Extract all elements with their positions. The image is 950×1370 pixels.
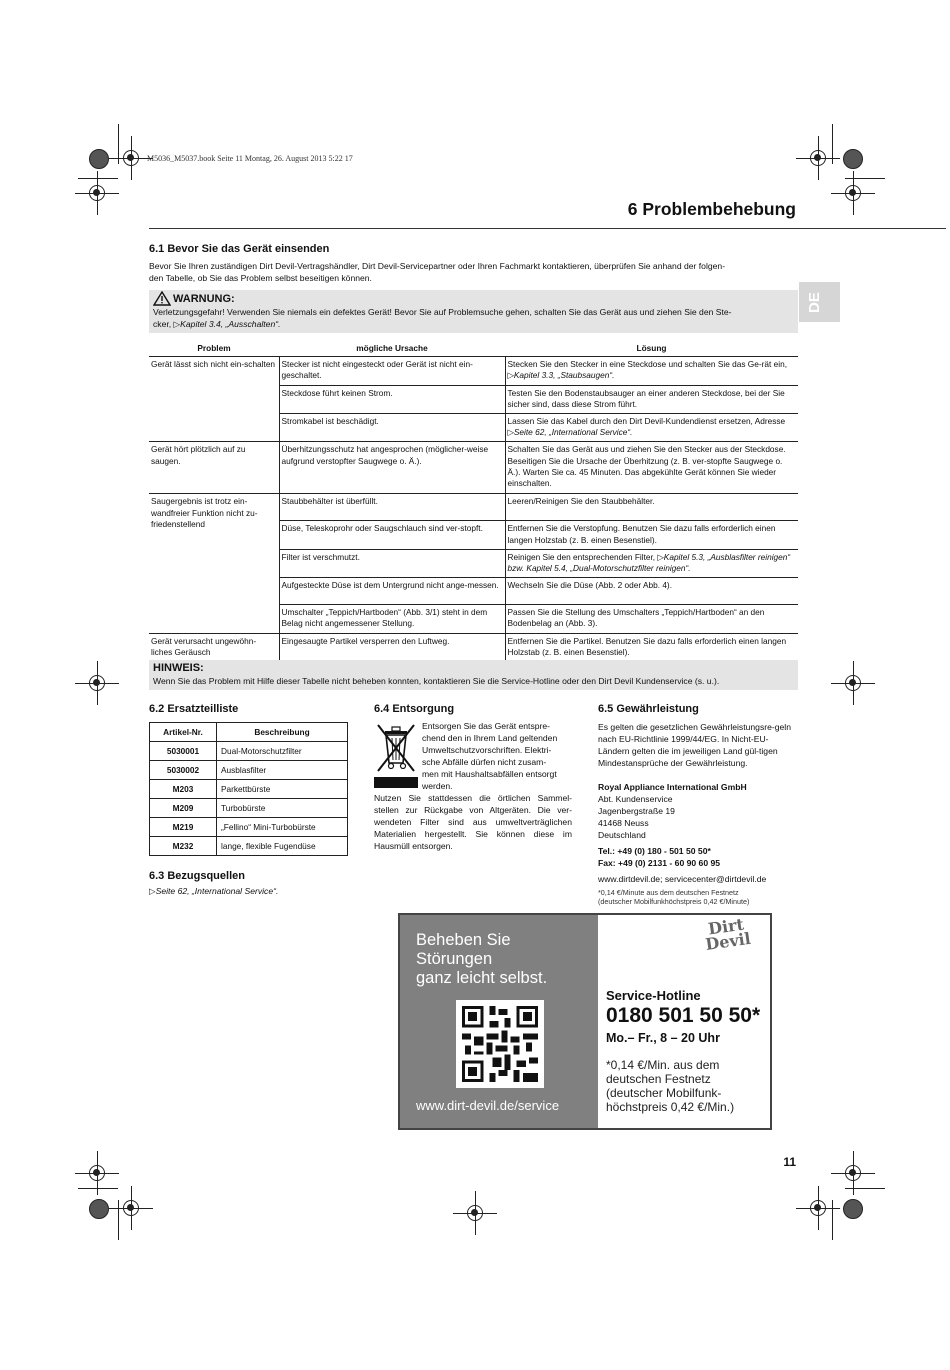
print-slug: M5036_M5037.book Seite 11 Montag, 26. August 2013 5:22 17 [147,154,353,163]
disposal-line: Umweltschutzvorschriften. Elektri- [422,745,552,755]
dirt-devil-logo: Dirt Devil [704,914,752,955]
section-heading-6-4: 6.4 Entsorgung [374,703,455,715]
warning-line: Verletzungsgefahr! Verwenden Sie niemals ein defektes Gerät! Bevor Sie auf Problemsuche gehen, schalten Sie das Gerät aus und ziehen Sie den Ste- [153,307,732,317]
solution-cell: Testen Sie den Bodenstaubsauger an einer anderen Steckdose, bei der Sie sicher sind, dass diese Strom führt. [505,385,798,413]
slogan-line: ganz leicht selbst. [416,969,548,987]
column-header: Beschreibung [217,723,348,742]
column-header: Lösung [505,341,798,357]
reference-arrow-icon: ▷ [149,886,156,896]
page-reference-link[interactable]: Seite 62, „International Service“. [513,427,633,438]
cause-cell: Aufgesteckte Düse ist dem Untergrund nicht ange-messen. [279,578,505,605]
article-number: M209 [150,799,217,818]
company-name: Royal Appliance International GmbH [598,782,747,792]
warning-text [153,306,795,330]
solution-cell: Lassen Sie das Kabel durch den Dirt Devil-Kundendienst ersetzen, Adresse ▷Seite 62, „International Service“. [505,414,798,442]
disposal-line: chend den in Ihrem Land geltenden [422,733,558,743]
chapter-reference-link[interactable]: Kapitel 3.3, „Staubsaugen“. [513,370,615,381]
article-description: Dual-Motorschutzfilter [217,742,348,761]
solution-cell: Entfernen Sie die Verstopfung. Benutzen Sie dazu falls erforderlich einen langen Holzstab (z. B. einen Besenstiel). [505,521,798,549]
solution-cell: Stecken Sie den Stecker in eine Steckdose und schalten Sie das Ge-rät ein, ▷Kapitel 3.3, „Staubsaugen“. [505,357,798,385]
registration-dot [843,149,863,169]
price-line: *0,14 €/Min. aus dem [606,1058,720,1072]
disposal-text-bottom: Nutzen Sie stattdessen die örtlichen Sammel-stellen zur Rückgabe von Altgeräten. Die ver-wendeten Filter sind aus umweltverträglichen Materialien hergestellt. Sie können diese im Hausmüll entsorgen. [374,793,572,851]
disposal-text-top [422,720,572,792]
crop-mark [845,178,885,179]
phone-number: Tel.: +49 (0) 180 - 501 50 50* [598,846,711,856]
price-footnote [598,888,798,906]
section-heading-6-5: 6.5 Gewährleistung [598,703,699,715]
disposal-line: sche Abfälle dürfen nicht zusam- [422,757,547,767]
table-row [149,357,798,385]
slogan-line: Störungen [416,950,493,968]
solution-cell: Schalten Sie das Gerät aus und ziehen Sie den Stecker aus der Steckdose. Beseitigen Sie die Ursache der Überhitzung (z. B. ver-stopfte Saugwege o. Ä.). Warten Sie ca. 45 Minuten. Das abgekühlte Gerät können Sie wieder einschalten. [505,442,798,494]
cause-cell: Stecker ist nicht eingesteckt oder Gerät ist nicht ein-geschaltet. [279,357,505,385]
service-banner [398,913,772,1130]
qr-code-icon[interactable] [456,1000,544,1088]
section-heading-6-3: 6.3 Bezugsquellen [149,870,245,882]
solution-cell: Leeren/Reinigen Sie den Staubbehälter. [505,494,798,521]
language-tab [799,282,840,322]
registration-dot [89,149,109,169]
warning-label: WARNUNG: [173,293,235,305]
disposal-line: Entsorgen Sie das Gerät entspre- [422,721,551,731]
table-row [149,494,798,521]
reference-arrow-icon: ▷ [173,319,181,329]
solution-cell: Passen Sie die Stellung des Umschalters „Teppich/Hartboden“ an den Bodenbelag an (Abb. 3). [505,605,798,633]
section-6-1-intro [149,260,798,284]
address-line: 41468 Neuss [598,818,649,828]
cause-cell: Staubbehälter ist überfüllt. [279,494,505,521]
intro-line: den Tabelle, ob Sie das Problem selbst beseitigen können. [149,273,372,283]
reference-arrow-icon: ▷ [657,551,664,562]
address-line: Jagenbergstraße 19 [598,806,675,816]
problem-cell: Gerät hört plötzlich auf zu saugen. [149,442,279,494]
note-box [149,660,798,690]
hotline-hours: Mo.– Fr., 8 – 20 Uhr [606,1031,720,1045]
table-row [150,780,348,799]
chapter-title: 6 Problembehebung [627,199,796,219]
article-number: M219 [150,818,217,837]
cause-cell: Überhitzungsschutz hat angesprochen (möglicher-weise aufgrund verstopfter Saugwege o. Ä.). [279,442,505,494]
section-heading-6-1: 6.1 Bevor Sie das Gerät einsenden [149,243,330,255]
cause-cell: Eingesaugte Partikel versperren den Luftweg. [279,633,505,661]
address-line: Abt. Kundenservice [598,794,673,804]
problem-cell: Gerät lässt sich nicht ein-schalten [149,357,279,442]
article-description: Parkettbürste [217,780,348,799]
warning-triangle-icon [153,291,171,306]
solution-cell: Reinigen Sie den entsprechenden Filter, ▷Kapitel 5.3, „Ausblasfilter reinigen“ bzw. Kapitel 5.4, „Dual-Motorschutzfilter reinigen“. [505,549,798,577]
fax-number: Fax: +49 (0) 2131 - 60 90 60 95 [598,858,721,868]
cause-cell: Stromkabel ist beschädigt. [279,414,505,442]
table-row [150,818,348,837]
service-address [598,781,798,885]
table-row [150,799,348,818]
page-number: 11 [783,1155,796,1169]
cause-cell: Düse, Teleskoprohr oder Saugschlauch sind ver-stopft. [279,521,505,549]
chapter-reference-link[interactable]: Kapitel 3.4, „Ausschalten“. [180,319,281,329]
warranty-text: Es gelten die gesetzlichen Gewährleistungsre-geln nach EU-Richtlinie 1999/44/EG. In Nicht-EU-Ländern gelten die im jeweiligen Land gül-tigen Mindestansprüche der Gewährleistung. [598,722,791,768]
article-description: Ausblasfilter [217,761,348,780]
intro-line: Bevor Sie Ihren zuständigen Dirt Devil-Vertragshändler, Dirt Devil-Servicepartner oder Ihren Fachmarkt kontaktieren, überprüfen Sie anhand der folgen- [149,261,726,271]
hotline-label: Service-Hotline [606,988,701,1003]
note-text: Wenn Sie das Problem mit Hilfe dieser Tabelle nicht beheben konnten, kontaktieren Sie die Service-Hotline oder den Dirt Devil Kundenservice (s. u.). [153,676,720,686]
disposal-line: men mit Haushaltsabfällen entsorgt [422,769,557,779]
article-description: lange, flexible Fugendüse [217,837,348,856]
reference-arrow-icon: ▷ [507,370,514,381]
spare-parts-table [149,722,348,856]
price-line: (deutscher Mobilfunk- [606,1086,722,1100]
section-heading-6-2: 6.2 Ersatzteilliste [149,703,239,715]
footnote-line: *0,14 €/Minute aus dem deutschen Festnetz [598,888,739,897]
cause-cell: Filter ist verschmutzt. [279,549,505,577]
solution-cell: Entfernen Sie die Partikel. Benutzen Sie dazu falls erforderlich einen langen Holzstab (z. B. einen Besenstiel). [505,633,798,661]
warning-line: cker, [153,319,174,329]
table-row [150,742,348,761]
hotline-price [606,1058,734,1114]
slogan-line: Beheben Sie [416,931,511,949]
article-description: „Fellino“ Mini-Turbobürste [217,818,348,837]
article-number: 5030002 [150,761,217,780]
section-6-3-text [149,885,278,897]
chapter-reference-link[interactable]: Kapitel 5.3, „Ausblasfilter reinigen“ bzw. Kapitel 5.4, „Dual-Motorschutzfilter reinigen“. [507,551,791,574]
troubleshooting-table [149,341,798,662]
article-number: M232 [150,837,217,856]
crop-mark [78,178,118,179]
crop-mark [78,1188,118,1189]
hotline-number: 0180 501 50 50* [606,1004,761,1027]
registration-dot [89,1199,109,1219]
solution-cell: Wechseln Sie die Düse (Abb. 2 oder Abb. 4). [505,578,798,605]
problem-cell: Gerät verursacht ungewöhn-liches Geräusch [149,633,279,661]
crop-mark [832,1200,833,1240]
cause-cell: Umschalter „Teppich/Hartboden“ (Abb. 3/1) steht in dem Belag nicht angemessener Stellung. [279,605,505,633]
problem-cell: Saugergebnis ist trotz ein-wandfreier Funktion nicht zu-friedenstellend [149,494,279,633]
article-number: M203 [150,780,217,799]
registration-dot [843,1199,863,1219]
table-row [150,761,348,780]
table-row [149,633,798,661]
banner-slogan [416,931,547,988]
column-header: Artikel-Nr. [150,723,217,742]
cause-cell: Steckdose führt keinen Strom. [279,385,505,413]
column-header: mögliche Ursache [279,341,505,357]
warning-box [149,290,798,333]
price-line: deutschen Festnetz [606,1072,711,1086]
footnote-line: (deutscher Mobilfunkhöchstpreis 0,42 €/Minute) [598,897,750,906]
article-description: Turbobürste [217,799,348,818]
price-line: höchstpreis 0,42 €/Min.) [606,1100,735,1114]
article-number: 5030001 [150,742,217,761]
page-reference-link[interactable]: Seite 62, „International Service“. [155,886,279,896]
address-line: Deutschland [598,830,646,840]
disposal-line: werden. [422,781,453,791]
banner-url[interactable]: www.dirt-devil.de/service [416,1098,560,1113]
crop-mark [845,1188,885,1189]
column-header: Problem [149,341,279,357]
reference-arrow-icon: ▷ [507,427,514,438]
crossed-bin-icon [374,721,418,789]
table-row [150,837,348,856]
crop-mark [118,1200,119,1240]
language-tab-label: DE [806,292,823,313]
web-and-email[interactable]: www.dirtdevil.de; servicecenter@dirtdevil.de [598,874,767,884]
header-rule [149,228,946,229]
note-label: HINWEIS: [153,662,204,674]
table-row [149,442,798,494]
